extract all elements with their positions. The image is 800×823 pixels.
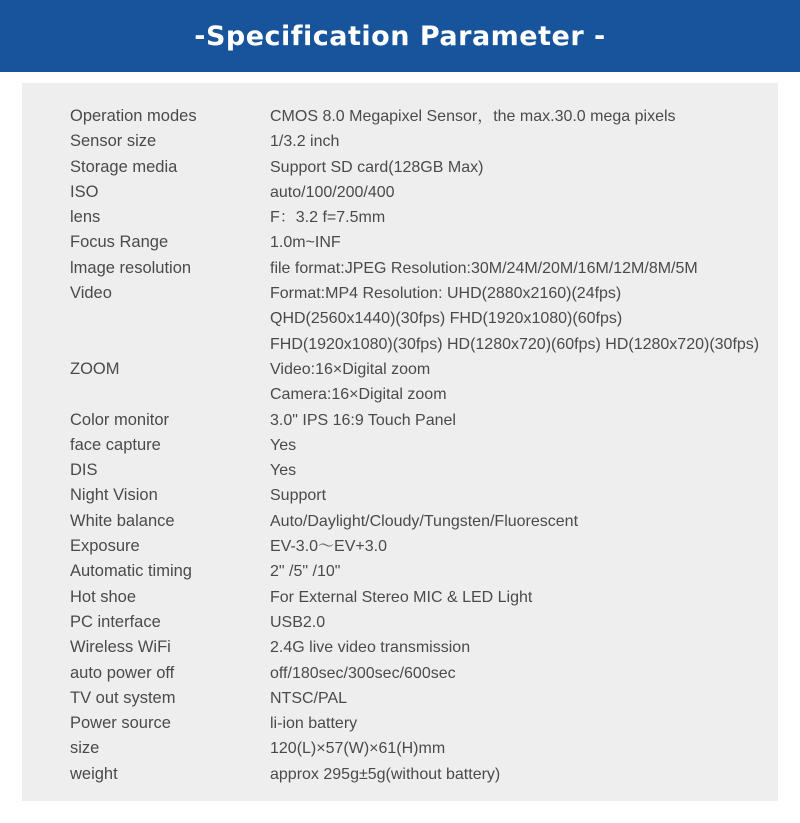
spec-label: size (70, 739, 100, 758)
spec-value: 1.0m~INF (270, 234, 341, 252)
spec-row (70, 357, 778, 408)
spec-value: auto/100/200/400 (270, 183, 395, 201)
spec-row (70, 408, 778, 433)
spec-label: TV out system (70, 688, 176, 707)
spec-label: weight (70, 764, 118, 783)
spec-value: 1/3.2 inch (270, 133, 340, 151)
spec-table (70, 104, 778, 787)
spec-values (270, 256, 778, 281)
spec-label: Sensor size (70, 132, 157, 151)
spec-label: Focus Range (70, 233, 169, 252)
spec-value: EV-3.0～EV+3.0 (270, 538, 387, 556)
spec-value: Yes (270, 436, 297, 454)
spec-label: lmage resolution (70, 258, 192, 277)
spec-values (270, 230, 778, 255)
spec-value: Support (270, 487, 327, 505)
spec-label: ZOOM (70, 359, 120, 378)
spec-values (270, 433, 778, 458)
spec-row (70, 661, 778, 686)
spec-row (70, 256, 778, 281)
spec-values (270, 711, 778, 736)
spec-value: USB2.0 (270, 613, 326, 631)
spec-label: lens (70, 208, 101, 227)
spec-label: Color monitor (70, 410, 170, 429)
spec-row (70, 433, 778, 458)
spec-row (70, 458, 778, 483)
spec-label: auto power off (70, 663, 175, 682)
spec-row (70, 610, 778, 635)
spec-value: 2" /5" /10" (270, 563, 341, 581)
spec-value: Camera:16×Digital zoom (270, 386, 447, 404)
spec-value: 3.0" IPS 16:9 Touch Panel (270, 411, 456, 429)
spec-values (270, 408, 778, 433)
spec-label: Video (70, 284, 112, 303)
spec-value: 120(L)×57(W)×61(H)mm (270, 740, 446, 758)
spec-row (70, 281, 778, 357)
spec-row (70, 635, 778, 660)
spec-value: Video:16×Digital zoom (270, 360, 431, 378)
spec-value: Yes (270, 462, 297, 480)
spec-values (270, 357, 778, 408)
spec-row (70, 180, 778, 205)
spec-values (270, 483, 778, 508)
spec-value: FHD(1920x1080)(30fps) HD(1280x720)(60fps) HD(1280x720)(30fps) (270, 335, 760, 353)
spec-row (70, 711, 778, 736)
spec-values (270, 534, 778, 559)
spec-value: approx 295g±5g(without battery) (270, 765, 501, 783)
spec-values (270, 635, 778, 660)
spec-label: Operation modes (70, 107, 197, 125)
spec-row (70, 155, 778, 180)
spec-values (270, 129, 778, 154)
spec-label: Night Vision (70, 486, 158, 505)
spec-value: For External Stereo MIC & LED Light (270, 588, 533, 606)
spec-row (70, 534, 778, 559)
spec-values (270, 736, 778, 761)
spec-row (70, 205, 778, 230)
spec-row (70, 762, 778, 787)
spec-row (70, 104, 778, 129)
spec-row (70, 483, 778, 508)
spec-label: DIS (70, 461, 98, 480)
spec-values (270, 661, 778, 686)
spec-row (70, 585, 778, 610)
spec-values (270, 104, 778, 129)
header-banner (0, 0, 800, 72)
spec-value: 2.4G live video transmission (270, 639, 471, 657)
spec-row (70, 509, 778, 534)
spec-label: Hot shoe (70, 587, 137, 606)
spec-label: Power source (70, 714, 171, 733)
spec-values (270, 610, 778, 635)
spec-value: file format:JPEG Resolution:30M/24M/20M/16M/12M/8M/5M (270, 259, 698, 277)
spec-row (70, 129, 778, 154)
spec-label: Storage media (70, 157, 178, 176)
spec-value: off/180sec/300sec/600sec (270, 664, 456, 682)
spec-value: Auto/Daylight/Cloudy/Tungsten/Fluorescent (270, 512, 579, 530)
spec-value: Support SD card(128GB Max) (270, 158, 484, 176)
spec-value: QHD(2560x1440)(30fps) FHD(1920x1080)(60fps) (270, 310, 623, 328)
spec-value: CMOS 8.0 Megapixel Sensor，the max.30.0 mega pixels (270, 108, 676, 125)
spec-values (270, 281, 778, 357)
spec-panel (22, 83, 778, 801)
spec-values (270, 458, 778, 483)
spec-values (270, 585, 778, 610)
spec-label: face capture (70, 435, 161, 454)
spec-row (70, 230, 778, 255)
spec-row (70, 559, 778, 584)
spec-value: Format:MP4 Resolution: UHD(2880x2160)(24fps) (270, 285, 622, 303)
spec-values (270, 686, 778, 711)
page-title: -Specification Parameter - (194, 20, 606, 52)
spec-values (270, 762, 778, 787)
spec-row (70, 736, 778, 761)
spec-row (70, 686, 778, 711)
spec-value: F：3.2 f=7.5mm (270, 209, 386, 227)
spec-values (270, 180, 778, 205)
spec-label: Exposure (70, 537, 140, 556)
spec-label: ISO (70, 182, 99, 201)
spec-value: NTSC/PAL (270, 689, 348, 707)
spec-label: White balance (70, 511, 175, 530)
spec-values (270, 509, 778, 534)
spec-label: Wireless WiFi (70, 638, 171, 657)
spec-values (270, 205, 778, 230)
spec-value: li-ion battery (270, 715, 358, 733)
spec-label: Automatic timing (70, 562, 192, 581)
spec-values (270, 559, 778, 584)
spec-label: PC interface (70, 612, 161, 631)
spec-values (270, 155, 778, 180)
